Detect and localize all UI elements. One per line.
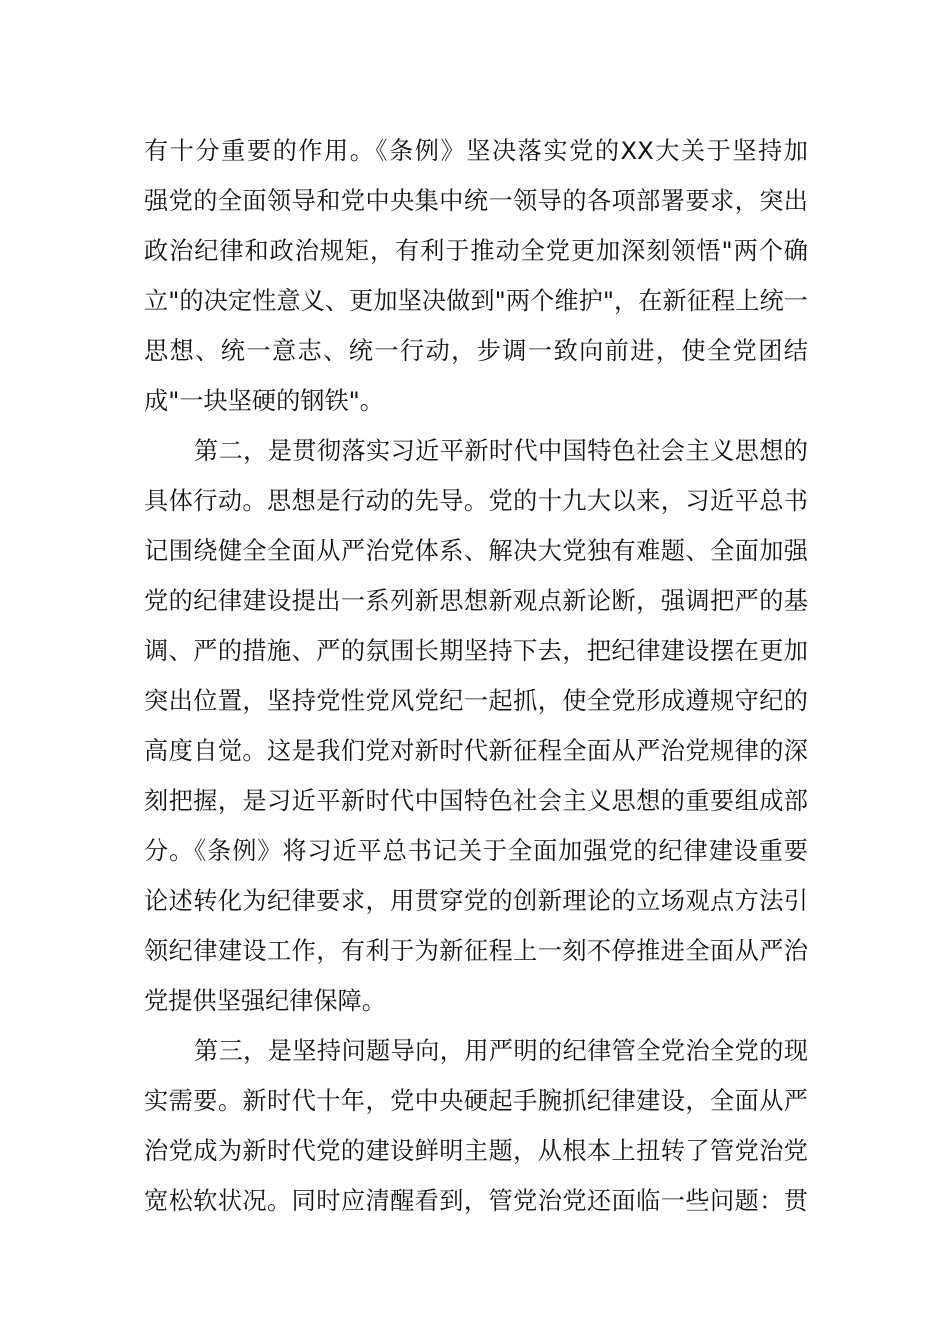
- text-line: 领纪律建设工作，有利于为新征程上一刻不停推进全面从严治: [144, 937, 808, 965]
- text-line: 有十分重要的作用。《条例》坚决落实党的XX大关于坚持加: [144, 137, 808, 165]
- text-line: 具体行动。思想是行动的先导。党的十九大以来，习近平总书: [144, 487, 808, 515]
- text-line: 实需要。新时代十年，党中央硬起手腕抓纪律建设，全面从严: [144, 1087, 808, 1115]
- text-line: 记围绕健全全面从严治党体系、解决大党独有难题、全面加强: [144, 537, 808, 565]
- text-line: 刻把握，是习近平新时代中国特色社会主义思想的重要组成部: [144, 787, 808, 815]
- paragraph-start-line: 第二，是贯彻落实习近平新时代中国特色社会主义思想的: [194, 437, 808, 465]
- text-line: 党的纪律建设提出一系列新思想新观点新论断，强调把严的基: [144, 587, 808, 615]
- text-line: 宽松软状况。同时应清醒看到，管党治党还面临一些问题：贯: [144, 1187, 808, 1215]
- text-line: 立"的决定性意义、更加坚决做到"两个维护"，在新征程上统一: [144, 287, 808, 315]
- paragraph-start-line: 第三，是坚持问题导向，用严明的纪律管全党治全党的现: [194, 1037, 808, 1065]
- text-line: 高度自觉。这是我们党对新时代新征程全面从严治党规律的深: [144, 737, 808, 765]
- text-line: 治党成为新时代党的建设鲜明主题，从根本上扭转了管党治党: [144, 1137, 808, 1165]
- body-text: [144, 126, 808, 1226]
- text-line: 突出位置，坚持党性党风党纪一起抓，使全党形成遵规守纪的: [144, 687, 808, 715]
- text-line: 论述转化为纪律要求，用贯穿党的创新理论的立场观点方法引: [144, 887, 808, 915]
- text-line: 调、严的措施、严的氛围长期坚持下去，把纪律建设摆在更加: [144, 637, 808, 665]
- text-line: 政治纪律和政治规矩，有利于推动全党更加深刻领悟"两个确: [144, 237, 808, 265]
- text-line: 强党的全面领导和党中央集中统一领导的各项部署要求，突出: [144, 187, 808, 215]
- text-line: 成"一块坚硬的钢铁"。: [144, 387, 384, 415]
- text-line: 分。《条例》将习近平总书记关于全面加强党的纪律建设重要: [144, 837, 808, 865]
- text-line: 党提供坚强纪律保障。: [144, 987, 386, 1015]
- text-line: 思想、统一意志、统一行动，步调一致向前进，使全党团结: [144, 337, 808, 365]
